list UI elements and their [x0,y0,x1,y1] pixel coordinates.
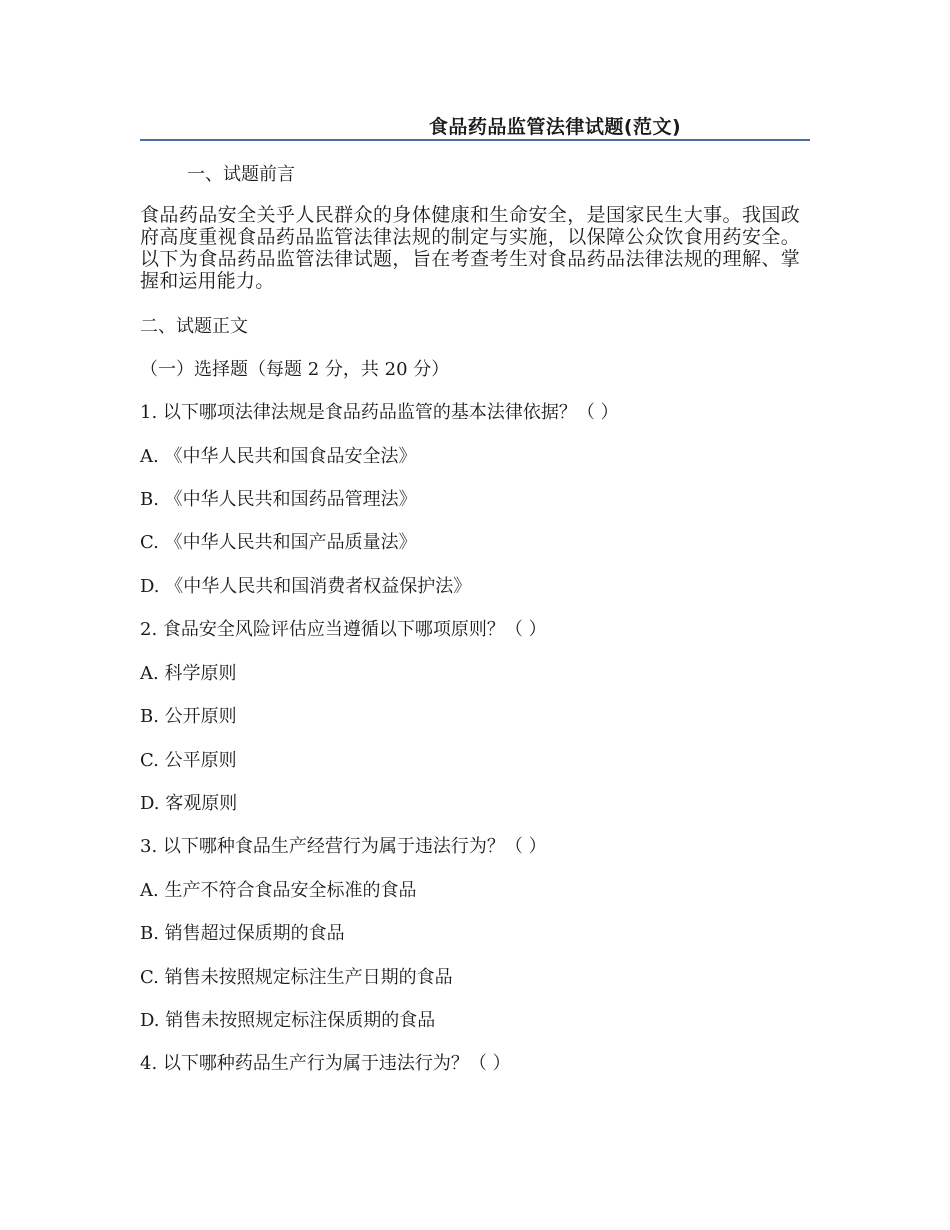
question-option: A. 《中华人民共和国食品安全法》 [140,446,417,467]
question-stem: 2. 食品安全风险评估应当遵循以下哪项原则？（ ） [140,619,547,640]
question-option: C. 《中华人民共和国产品质量法》 [140,532,417,553]
subsection-heading-choice: （一）选择题（每题 2 分，共 20 分） [140,359,450,380]
question-option: A. 生产不符合食品安全标准的食品 [140,880,417,901]
question-option: B. 公开原则 [140,706,237,727]
question-option: B. 《中华人民共和国药品管理法》 [140,489,417,510]
question-option: C. 销售未按照规定标注生产日期的食品 [140,967,453,988]
question-option: D. 《中华人民共和国消费者权益保护法》 [140,576,472,597]
section-heading-preface: 一、试题前言 [187,164,295,185]
question-option: C. 公平原则 [140,750,237,771]
question-stem: 1. 以下哪项法律法规是食品药品监管的基本法律依据？（ ） [140,402,619,423]
question-option: D. 销售未按照规定标注保质期的食品 [140,1010,436,1031]
question-option: A. 科学原则 [140,663,237,684]
document-title: 食品药品监管法律试题(范文) [428,116,682,138]
section-heading-body: 二、试题正文 [140,316,248,337]
question-option: D. 客观原则 [140,793,238,814]
question-stem: 4. 以下哪种药品生产行为属于违法行为？（ ） [140,1053,511,1074]
intro-paragraph: 食品药品安全关乎人民群众的身体健康和生命安全，是国家民生大事。我国政府高度重视食品药品监管法律法规的制定与实施，以保障公众饮食用药安全。以下为食品药品监管法律试题，旨在考查考生对食品药品法律法规的理解、掌握和运用能力。 [140,204,800,292]
title-underline [140,139,810,141]
question-stem: 3. 以下哪种食品生产经营行为属于违法行为？（ ） [140,836,547,857]
question-option: B. 销售超过保质期的食品 [140,923,345,944]
